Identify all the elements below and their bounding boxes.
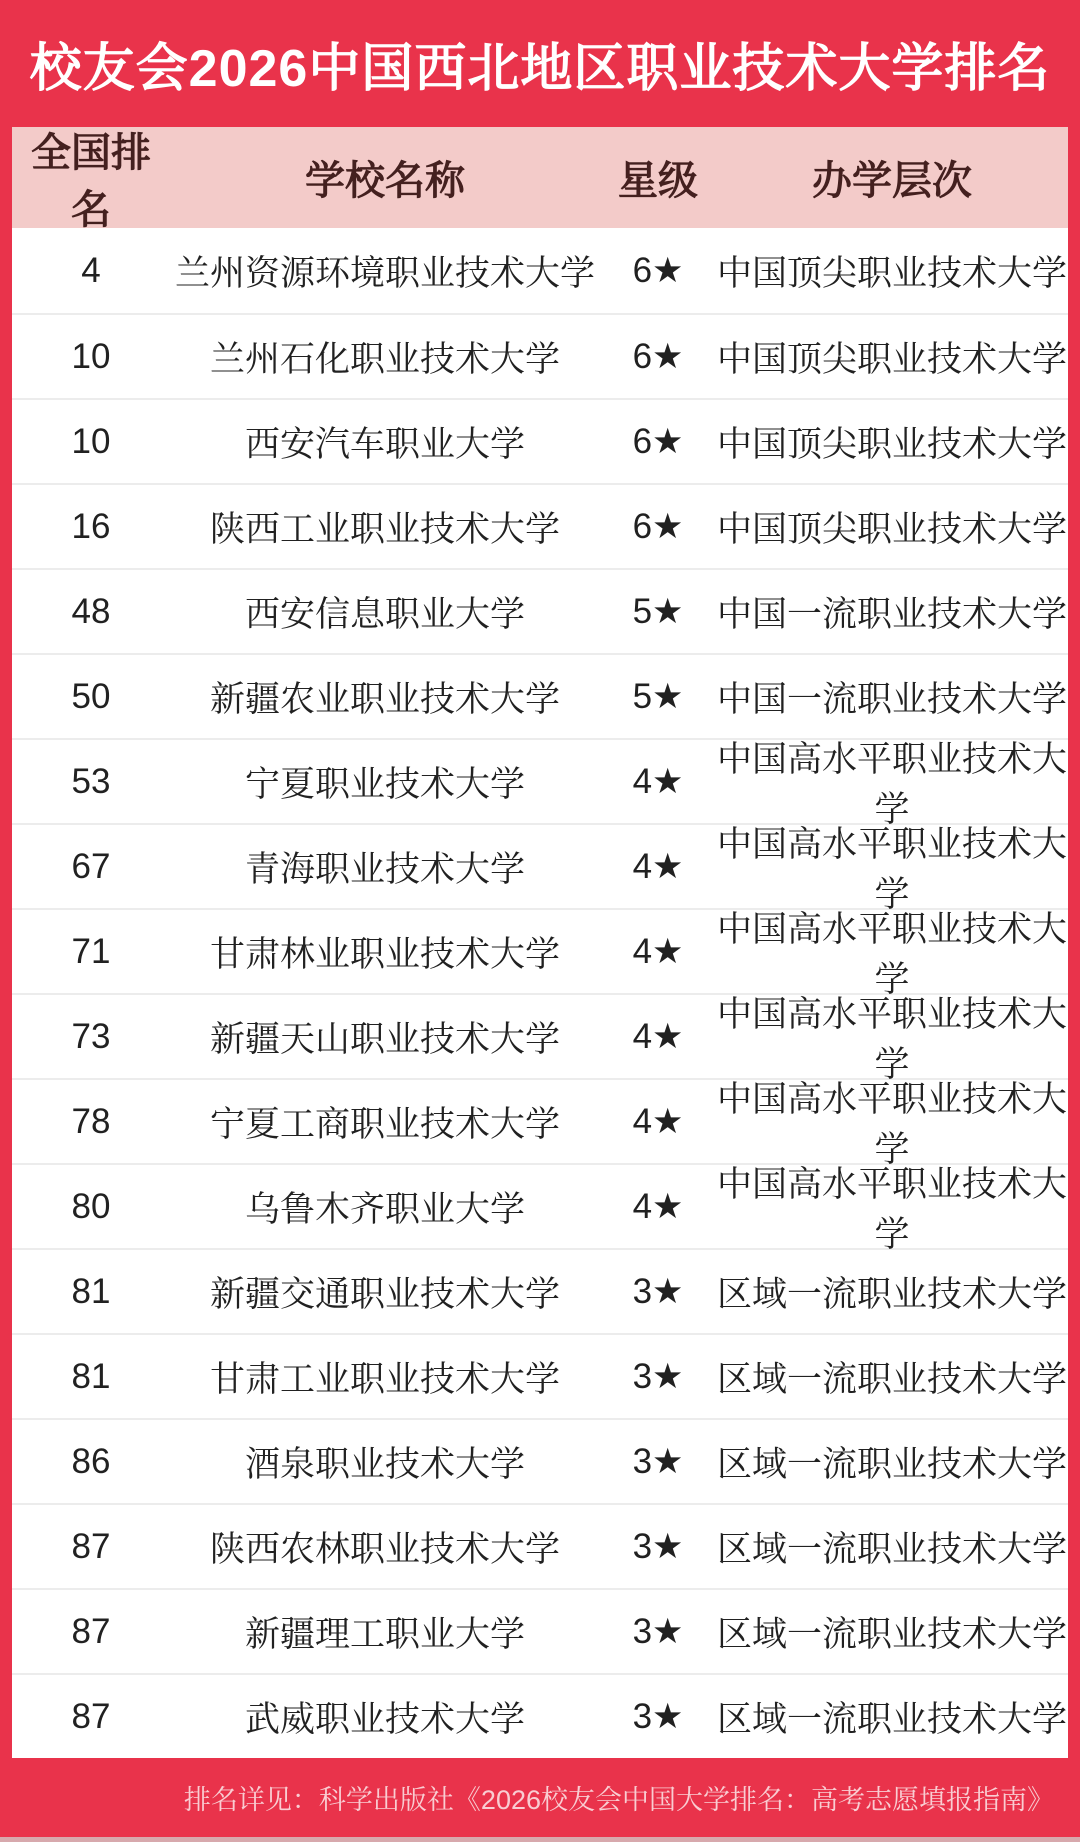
stars-cell: 3★ <box>632 1356 684 1396</box>
tier-cell: 中国顶尖职业技术大学 <box>716 424 1067 464</box>
tier-cell: 区域一流职业技术大学 <box>716 1274 1067 1314</box>
stars-cell: 3★ <box>632 1271 684 1311</box>
tier-cell: 区域一流职业技术大学 <box>716 1529 1067 1569</box>
column-header-tier: 办学层次 <box>812 159 972 203</box>
tier-cell: 区域一流职业技术大学 <box>716 1359 1067 1399</box>
table-row <box>12 568 1068 653</box>
table-row <box>12 738 1068 829</box>
stars-cell: 4★ <box>632 1186 684 1226</box>
page-title: 校友会2026中国西北地区职业技术大学排名 <box>29 40 1051 98</box>
tier-cell: 中国高水平职业技术大学 <box>716 1164 1067 1254</box>
table-body <box>12 228 1068 1758</box>
rank-cell: 81 <box>71 1271 111 1311</box>
school-cell: 兰州石化职业技术大学 <box>209 339 560 379</box>
stars-cell: 6★ <box>632 336 684 376</box>
table-row <box>12 228 1068 313</box>
page-footer <box>0 1758 1080 1837</box>
rank-cell: 81 <box>71 1356 111 1396</box>
tier-cell: 中国高水平职业技术大学 <box>716 824 1067 914</box>
stars-cell: 6★ <box>632 250 684 290</box>
table-row <box>12 398 1068 483</box>
table-row <box>12 1503 1068 1588</box>
rank-cell: 71 <box>71 931 111 971</box>
ranking-table <box>12 127 1068 1758</box>
page-banner <box>0 0 1080 127</box>
tier-cell: 中国顶尖职业技术大学 <box>716 253 1067 293</box>
rank-cell: 48 <box>71 591 111 631</box>
rank-cell: 86 <box>71 1441 111 1481</box>
school-cell: 宁夏职业技术大学 <box>244 764 525 804</box>
stars-cell: 5★ <box>632 591 684 631</box>
school-cell: 陕西农林职业技术大学 <box>209 1529 560 1569</box>
table-row <box>12 993 1068 1084</box>
school-cell: 新疆天山职业技术大学 <box>209 1019 560 1059</box>
tier-cell: 区域一流职业技术大学 <box>716 1614 1067 1654</box>
tier-cell: 中国高水平职业技术大学 <box>716 739 1067 829</box>
rank-cell: 53 <box>71 761 111 801</box>
rank-cell: 4 <box>81 250 101 290</box>
tier-cell: 区域一流职业技术大学 <box>716 1699 1067 1739</box>
column-header-school: 学校名称 <box>305 159 465 203</box>
tier-cell: 中国高水平职业技术大学 <box>716 909 1067 999</box>
rank-cell: 87 <box>71 1526 111 1566</box>
school-cell: 甘肃工业职业技术大学 <box>209 1359 560 1399</box>
table-row <box>12 1418 1068 1503</box>
table-row <box>12 483 1068 568</box>
column-header-stars: 星级 <box>618 159 698 203</box>
tier-cell: 中国顶尖职业技术大学 <box>716 509 1067 549</box>
table-row <box>12 1248 1068 1333</box>
stars-cell: 4★ <box>632 1101 684 1141</box>
stars-cell: 6★ <box>632 421 684 461</box>
school-cell: 武威职业技术大学 <box>244 1699 525 1739</box>
rank-cell: 87 <box>71 1611 111 1651</box>
rank-cell: 87 <box>71 1696 111 1736</box>
table-row <box>12 1588 1068 1673</box>
rank-cell: 10 <box>71 421 111 461</box>
tier-cell: 中国一流职业技术大学 <box>716 594 1067 634</box>
rank-cell: 80 <box>71 1186 111 1226</box>
rank-cell: 67 <box>71 846 111 886</box>
stars-cell: 3★ <box>632 1526 684 1566</box>
footer-note: 排名详见：科学出版社《2026校友会中国大学排名：高考志愿填报指南》 <box>183 1785 1054 1815</box>
rank-cell: 50 <box>71 676 111 716</box>
school-cell: 青海职业技术大学 <box>244 849 525 889</box>
table-header-row <box>12 127 1068 232</box>
table-row <box>12 823 1068 914</box>
column-header-rank: 全国排名 <box>31 130 151 232</box>
stars-cell: 3★ <box>632 1441 684 1481</box>
tier-cell: 中国顶尖职业技术大学 <box>716 339 1067 379</box>
tier-cell: 区域一流职业技术大学 <box>716 1444 1067 1484</box>
stars-cell: 4★ <box>632 1016 684 1056</box>
stars-cell: 3★ <box>632 1611 684 1651</box>
stars-cell: 4★ <box>632 761 684 801</box>
school-cell: 新疆农业职业技术大学 <box>209 679 560 719</box>
stars-cell: 3★ <box>632 1696 684 1736</box>
stars-cell: 6★ <box>632 506 684 546</box>
tier-cell: 中国一流职业技术大学 <box>716 679 1067 719</box>
table-row <box>12 1333 1068 1418</box>
tier-cell: 中国高水平职业技术大学 <box>716 1079 1067 1169</box>
school-cell: 新疆理工职业大学 <box>244 1614 525 1654</box>
table-row <box>12 1078 1068 1169</box>
table-row <box>12 908 1068 999</box>
tier-cell: 中国高水平职业技术大学 <box>716 994 1067 1084</box>
rank-cell: 10 <box>71 336 111 376</box>
school-cell: 兰州资源环境职业技术大学 <box>174 253 595 293</box>
school-cell: 甘肃林业职业技术大学 <box>209 934 560 974</box>
school-cell: 新疆交通职业技术大学 <box>209 1274 560 1314</box>
school-cell: 乌鲁木齐职业大学 <box>244 1189 525 1229</box>
school-cell: 宁夏工商职业技术大学 <box>209 1104 560 1144</box>
school-cell: 酒泉职业技术大学 <box>244 1444 525 1484</box>
rank-cell: 73 <box>71 1016 111 1056</box>
stars-cell: 5★ <box>632 676 684 716</box>
stars-cell: 4★ <box>632 846 684 886</box>
table-row <box>12 1163 1068 1254</box>
rank-cell: 78 <box>71 1101 111 1141</box>
school-cell: 陕西工业职业技术大学 <box>209 509 560 549</box>
table-row <box>12 313 1068 398</box>
bottom-strip <box>0 1837 1080 1842</box>
table-row <box>12 653 1068 738</box>
school-cell: 西安汽车职业大学 <box>244 424 525 464</box>
table-row <box>12 1673 1068 1758</box>
rank-cell: 16 <box>71 506 111 546</box>
stars-cell: 4★ <box>632 931 684 971</box>
school-cell: 西安信息职业大学 <box>244 594 525 634</box>
